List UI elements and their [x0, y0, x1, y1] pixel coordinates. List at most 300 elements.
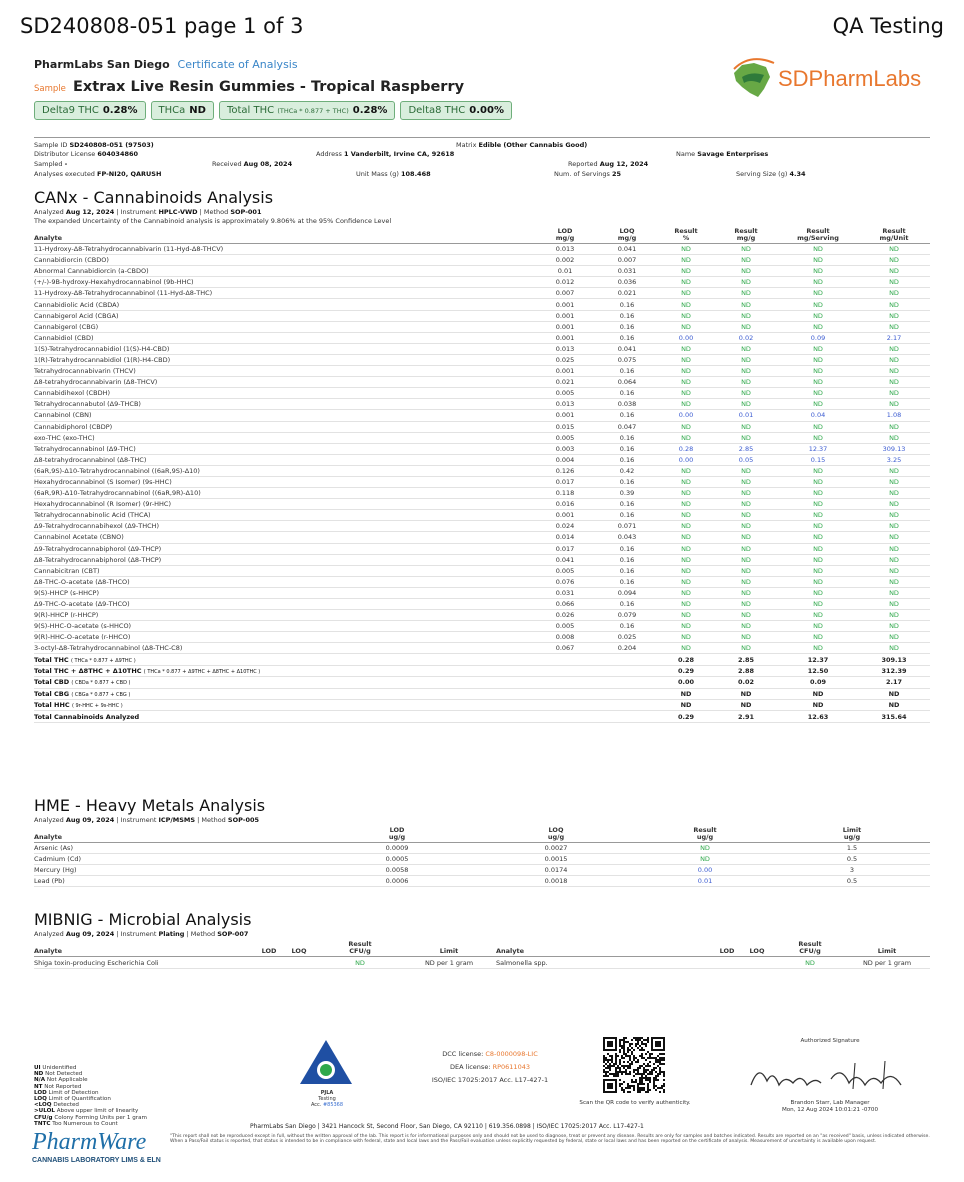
total-formula: ( CBDa * 0.877 + CBD ) — [71, 680, 131, 687]
cell-value: ND — [714, 610, 778, 621]
cell-value: ND — [778, 244, 858, 255]
cell-value: ND — [658, 266, 714, 277]
cell-value: 0.005 — [534, 388, 596, 399]
cell-value: ND — [714, 576, 778, 587]
cell-value: 0.001 — [534, 310, 596, 321]
cell-value: ND — [858, 288, 930, 299]
table-row — [34, 554, 930, 565]
potency-badge — [400, 101, 512, 120]
cell-value: 0.16 — [596, 443, 658, 454]
cell-value: 0.204 — [596, 643, 658, 654]
analyte-name: Δ8-tetrahydrocannabivarin (Δ8-THCV) — [34, 377, 534, 388]
cell-value: ND — [658, 576, 714, 587]
table-row — [34, 587, 930, 598]
meta-serving-size: Serving Size (g) 4.34 — [736, 170, 806, 178]
table-row — [34, 255, 930, 266]
analyte-name: Cannabicitran (CBT) — [34, 565, 534, 576]
cell-value: ND — [714, 565, 778, 576]
cell-value: ND — [778, 421, 858, 432]
cell-value: ND — [858, 321, 930, 332]
meta-sampled: Sampled - — [34, 160, 68, 168]
cell-value: 0.036 — [596, 277, 658, 288]
potency-badge — [34, 101, 146, 120]
cell-value: 0.017 — [534, 543, 596, 554]
cell-value: 0.16 — [596, 454, 658, 465]
cell-value: ND — [714, 343, 778, 354]
cell-value: ND — [714, 366, 778, 377]
cell-value: 0.16 — [596, 321, 658, 332]
total-label — [34, 700, 534, 711]
dea-license: DEA license: RP0611043 — [450, 1063, 530, 1071]
analyte-name: Cadmium (Cd) — [34, 854, 318, 865]
cell-value: ND — [778, 554, 858, 565]
cell-value: 0.15 — [778, 454, 858, 465]
cell-value: 0.031 — [596, 266, 658, 277]
column-header: LOQ mg/g — [596, 227, 658, 244]
cell-value: ND — [778, 388, 858, 399]
meta-name: Name Savage Enterprises — [676, 150, 769, 158]
legend-desc: Colony Forming Units per 1 gram — [54, 1114, 147, 1121]
legend-desc: Limit of Detection — [48, 1089, 99, 1096]
meta-analyses: Analyses executed FP-NI20, QARUSH — [34, 170, 162, 178]
table-row — [34, 632, 930, 643]
cell-value: 0.0015 — [476, 854, 636, 865]
badge-formula: (THCa * 0.877 + THC) — [277, 107, 349, 115]
cell-value: ND — [778, 532, 858, 543]
micro-run-info: Analyzed Aug 09, 2024 | Instrument Plating | Method SOP-007 — [34, 930, 249, 938]
cell-value: ND — [778, 499, 858, 510]
meta-matrix: Matrix Edible (Other Cannabis Good) — [456, 141, 588, 149]
analyte-name: Salmonella spp. — [496, 957, 716, 969]
column-header: LOQ — [738, 940, 776, 957]
signer-block — [765, 1100, 895, 1113]
cell-value: ND — [858, 700, 930, 711]
cell-value: ND — [778, 377, 858, 388]
cell-value: 0.02 — [714, 677, 778, 688]
cell-value: 0.00 — [658, 410, 714, 421]
total-label — [34, 665, 534, 676]
pjla-name: PJLA — [320, 1090, 334, 1096]
table-row — [34, 599, 930, 610]
column-header: Result CFU/g — [776, 940, 844, 957]
cell-value: 0.42 — [596, 465, 658, 476]
cell-value — [716, 957, 738, 969]
badge-label: Delta9 THC — [42, 105, 99, 116]
total-label — [34, 654, 534, 665]
cell-value: ND — [658, 565, 714, 576]
cell-value: 0.09 — [778, 332, 858, 343]
column-header: LOQ — [280, 940, 318, 957]
cell-value: 0.01 — [636, 876, 774, 887]
analyte-name: Cannabidiolic Acid (CBDA) — [34, 299, 534, 310]
pharmware-brand: PharmWare — [32, 1129, 147, 1155]
cell-value: 0.16 — [596, 499, 658, 510]
table-row — [34, 277, 930, 288]
cell-value: ND — [858, 244, 930, 255]
cell-value: 0.001 — [534, 321, 596, 332]
analyte-name: Hexahydrocannabinol (R Isomer) (9r-HHC) — [34, 499, 534, 510]
cell-value: ND — [778, 310, 858, 321]
cell-value — [738, 957, 776, 969]
cell-value: ND — [714, 632, 778, 643]
cell-value: 0.064 — [596, 377, 658, 388]
analyte-name: Cannabidiphorol (CBDP) — [34, 421, 534, 432]
total-name: Total CBD — [34, 678, 70, 687]
cell-value: 309.13 — [858, 654, 930, 665]
cell-value: 0.0005 — [318, 854, 476, 865]
legend-abbr: TNTC — [34, 1120, 51, 1127]
cell-value: 0.021 — [596, 288, 658, 299]
cell-value: 0.0174 — [476, 865, 636, 876]
analyte-name: 11-Hydroxy-Δ8-Tetrahydrocannabivarin (11-Hyd-Δ8-THCV) — [34, 244, 534, 255]
cell-empty — [534, 688, 596, 699]
table-row — [34, 410, 930, 421]
table-row — [34, 432, 930, 443]
cell-value: ND — [858, 388, 930, 399]
column-header: Limit — [402, 940, 496, 957]
analyte-name: Δ9-Tetrahydrocannabihexol (Δ9-THCH) — [34, 521, 534, 532]
cell-value: ND — [714, 621, 778, 632]
table-row — [34, 610, 930, 621]
cell-value: ND — [858, 543, 930, 554]
cell-value: ND — [858, 465, 930, 476]
cell-value: ND — [778, 599, 858, 610]
cell-value: ND — [858, 576, 930, 587]
cell-value: 3 — [774, 865, 930, 876]
cell-value: ND — [858, 343, 930, 354]
legend-abbr: <LOQ — [34, 1102, 52, 1109]
table-row — [34, 643, 930, 654]
cell-value: ND — [778, 621, 858, 632]
cell-value: 0.00 — [658, 454, 714, 465]
cell-value: ND per 1 gram — [402, 957, 496, 969]
cell-value: 0.118 — [534, 488, 596, 499]
cell-empty — [596, 711, 658, 722]
cell-value: 0.003 — [534, 443, 596, 454]
meta-reported: Reported Aug 12, 2024 — [568, 160, 649, 168]
table-row — [34, 843, 930, 854]
cell-value: ND — [714, 388, 778, 399]
cell-value: 0.0018 — [476, 876, 636, 887]
cell-value: ND — [714, 299, 778, 310]
micro-title: MIBNIG - Microbial Analysis — [34, 910, 252, 929]
total-name: Total Cannabinoids Analyzed — [34, 712, 140, 721]
cell-empty — [596, 677, 658, 688]
cell-value: ND — [778, 643, 858, 654]
table-row — [34, 299, 930, 310]
analyte-name: 11-Hydroxy-Δ8-Tetrahydrocannabinol (11-Hyd-Δ8-THC) — [34, 288, 534, 299]
cell-value: 0.5 — [774, 876, 930, 887]
cell-value: 0.16 — [596, 388, 658, 399]
table-header-row — [34, 826, 930, 843]
total-name: Total CBG — [34, 689, 70, 698]
cell-value: 0.001 — [534, 510, 596, 521]
table-header-row — [34, 227, 930, 244]
column-header: Result mg/Serving — [778, 227, 858, 244]
cell-value: ND — [714, 521, 778, 532]
cell-value: ND — [858, 510, 930, 521]
analyte-name: Cannabidihexol (CBDH) — [34, 388, 534, 399]
legend-abbr: >ULOL — [34, 1108, 55, 1115]
cell-value: ND — [658, 366, 714, 377]
cell-value: 0.025 — [596, 632, 658, 643]
cell-value: 2.85 — [714, 443, 778, 454]
cell-value: ND — [778, 399, 858, 410]
cell-value: 0.041 — [596, 343, 658, 354]
micro-table — [34, 940, 930, 969]
cell-value: ND — [776, 957, 844, 969]
cell-value: ND — [658, 377, 714, 388]
cell-value: ND — [658, 621, 714, 632]
analyte-name: Δ9-Tetrahydrocannabiphorol (Δ9-THCP) — [34, 543, 534, 554]
cell-value — [280, 957, 318, 969]
cell-value: 0.0058 — [318, 865, 476, 876]
cell-value: ND — [778, 366, 858, 377]
cell-value: 0.079 — [596, 610, 658, 621]
cell-value: 0.0006 — [318, 876, 476, 887]
cell-value: 0.0027 — [476, 843, 636, 854]
pharmware-tagline: CANNABIS LABORATORY LIMS & ELN — [32, 1157, 161, 1164]
column-header: Analyte — [34, 940, 258, 957]
lab-address: PharmLabs San Diego | 3421 Hancock St, Second Floor, San Diego, CA 92110 | 619.356.0898 | ISO/IEC 17025:2017 Acc. L17-427-1 — [250, 1123, 644, 1130]
cannabinoids-uncertainty: The expanded Uncertainty of the Cannabinoid analysis is approximately 9.806% at the 95% Confidence Level — [34, 217, 392, 225]
cell-value: ND — [714, 321, 778, 332]
cell-value: ND — [858, 421, 930, 432]
cell-value: ND per 1 gram — [844, 957, 930, 969]
cell-value: ND — [658, 521, 714, 532]
cell-value: ND — [778, 354, 858, 365]
sample-line — [34, 79, 464, 95]
table-row — [34, 621, 930, 632]
legend-abbr: CFU/g — [34, 1114, 53, 1121]
signed-at: Mon, 12 Aug 2024 10:01:21 -0700 — [781, 1106, 879, 1113]
cell-value: ND — [858, 277, 930, 288]
cell-value: ND — [658, 299, 714, 310]
lab-line — [34, 58, 298, 71]
total-formula: ( CBGa * 0.877 + CBG ) — [71, 691, 131, 698]
legend-desc: Unidentified — [42, 1065, 77, 1071]
iso-accreditation: ISO/IEC 17025:2017 Acc. L17-427-1 — [431, 1076, 549, 1084]
legend-abbr: LOQ — [34, 1096, 47, 1103]
meta-received: Received Aug 08, 2024 — [212, 160, 293, 168]
analyte-name: 3-octyl-Δ8-Tetrahydrocannabinol (Δ8-THC-C8) — [34, 643, 534, 654]
cell-value: 0.16 — [596, 576, 658, 587]
cell-value: ND — [778, 632, 858, 643]
analyte-name: (6aR,9R)-Δ10-Tetrahydrocannabinol ((6aR,9R)-Δ10) — [34, 488, 534, 499]
cell-value: 1.08 — [858, 410, 930, 421]
cell-value: ND — [714, 432, 778, 443]
page-title: SD240808-051 page 1 of 3 — [20, 14, 304, 38]
cell-value: 0.007 — [596, 255, 658, 266]
cell-value: 315.64 — [858, 711, 930, 722]
cell-value: ND — [778, 587, 858, 598]
qr-caption: Scan the QR code to verify authenticity. — [579, 1100, 691, 1106]
badge-value: ND — [189, 105, 206, 116]
cell-value: ND — [778, 465, 858, 476]
cell-value: ND — [658, 244, 714, 255]
cell-value: ND — [658, 310, 714, 321]
cell-value: ND — [778, 576, 858, 587]
table-header-row — [34, 940, 930, 957]
cell-value: 0.16 — [596, 621, 658, 632]
cell-value: ND — [778, 343, 858, 354]
cell-value: 0.02 — [714, 332, 778, 343]
cell-value: ND — [858, 554, 930, 565]
cell-value: ND — [778, 476, 858, 487]
analyte-name: Cannabinol (CBN) — [34, 410, 534, 421]
cell-value: ND — [658, 354, 714, 365]
cannabinoids-table — [34, 227, 930, 723]
cell-value: 2.17 — [858, 677, 930, 688]
legend-desc: Detected — [53, 1102, 79, 1109]
cell-value: ND — [778, 510, 858, 521]
cell-value: 0.008 — [534, 632, 596, 643]
cell-value: 0.16 — [596, 543, 658, 554]
cell-value: 2.88 — [714, 665, 778, 676]
cell-value: 0.29 — [658, 711, 714, 722]
cell-value: ND — [714, 266, 778, 277]
cell-value: ND — [658, 510, 714, 521]
cell-value: ND — [658, 643, 714, 654]
qr-code-icon[interactable] — [603, 1037, 665, 1093]
table-row — [34, 288, 930, 299]
cell-value: ND — [714, 465, 778, 476]
metals-title: HME - Heavy Metals Analysis — [34, 796, 266, 815]
cell-value: 0.0009 — [318, 843, 476, 854]
cell-value: 0.5 — [774, 854, 930, 865]
table-row — [34, 443, 930, 454]
cell-value: 0.021 — [534, 377, 596, 388]
badge-label: THCa — [158, 105, 186, 116]
analyte-name: Tetrahydrocannabinolic Acid (THCA) — [34, 510, 534, 521]
cell-value: 0.075 — [596, 354, 658, 365]
cell-value: ND — [658, 700, 714, 711]
cell-value: ND — [714, 277, 778, 288]
cell-value: 0.031 — [534, 587, 596, 598]
total-formula: ( 9r-HHC + 9s-HHC ) — [71, 703, 123, 710]
badge-label: Total THC — [226, 105, 275, 116]
cell-value: ND — [858, 643, 930, 654]
cell-value: ND — [778, 321, 858, 332]
analyte-name: 1(R)-Tetrahydrocannabidiol (1(R)-H4-CBD) — [34, 354, 534, 365]
table-row — [34, 854, 930, 865]
cell-value: ND — [858, 565, 930, 576]
column-header: LOD mg/g — [534, 227, 596, 244]
cell-value: ND — [658, 288, 714, 299]
total-label — [34, 688, 534, 699]
cell-value: ND — [658, 599, 714, 610]
cell-value: 0.004 — [534, 454, 596, 465]
cell-empty — [596, 654, 658, 665]
cell-value: ND — [858, 599, 930, 610]
sample-tag: Sample — [34, 84, 66, 94]
cell-value: ND — [318, 957, 402, 969]
cell-value: 0.038 — [596, 399, 658, 410]
cell-value: ND — [778, 700, 858, 711]
legend-desc: Not Applicable — [46, 1077, 88, 1084]
cell-value: 0.16 — [596, 510, 658, 521]
cell-value: ND — [714, 688, 778, 699]
cell-value: ND — [778, 543, 858, 554]
cell-value: ND — [858, 266, 930, 277]
cell-value: 0.047 — [596, 421, 658, 432]
cell-value: ND — [658, 255, 714, 266]
cell-value: 0.005 — [534, 621, 596, 632]
cell-value: ND — [858, 377, 930, 388]
cell-value: ND — [714, 554, 778, 565]
cell-value: ND — [658, 499, 714, 510]
cell-value: ND — [778, 288, 858, 299]
cell-value: 0.043 — [596, 532, 658, 543]
cell-value: 0.16 — [596, 554, 658, 565]
total-name: Total HHC — [34, 701, 70, 710]
cell-empty — [596, 688, 658, 699]
cell-empty — [534, 665, 596, 676]
cell-value: ND — [858, 255, 930, 266]
cell-value: ND — [658, 399, 714, 410]
cell-value: ND — [858, 488, 930, 499]
cell-empty — [534, 700, 596, 711]
cell-value: ND — [778, 610, 858, 621]
column-header: LOD — [716, 940, 738, 957]
cell-value: 0.094 — [596, 587, 658, 598]
cell-value: 0.16 — [596, 366, 658, 377]
cell-value: 0.16 — [596, 310, 658, 321]
cell-value: ND — [658, 321, 714, 332]
analyte-name: Cannabidiorcin (CBDO) — [34, 255, 534, 266]
cell-value: ND — [658, 343, 714, 354]
cell-value: ND — [714, 255, 778, 266]
legend-desc: Limit of Quantification — [48, 1096, 111, 1103]
analyte-name: Abnormal Cannabidiorcin (a-CBDO) — [34, 266, 534, 277]
cell-value: ND — [714, 543, 778, 554]
cell-value: ND — [858, 354, 930, 365]
license-block — [410, 1048, 570, 1087]
analyte-name: Tetrahydrocannabivarin (THCV) — [34, 366, 534, 377]
table-row — [34, 354, 930, 365]
table-row — [34, 465, 930, 476]
cell-value: 0.01 — [534, 266, 596, 277]
badge-value: 0.00% — [469, 105, 504, 116]
cell-value: ND — [658, 421, 714, 432]
cell-value: ND — [658, 532, 714, 543]
analyte-name: Cannabigerol Acid (CBGA) — [34, 310, 534, 321]
metals-table — [34, 826, 930, 887]
cell-value: 0.39 — [596, 488, 658, 499]
cell-value: ND — [658, 543, 714, 554]
cell-value: 0.01 — [714, 410, 778, 421]
analyte-name: Δ9-THC-O-acetate (Δ9-THCO) — [34, 599, 534, 610]
analyte-name: Tetrahydrocannabinol (Δ9-THC) — [34, 443, 534, 454]
pjla-sub: Testing — [318, 1096, 336, 1102]
cell-value: ND — [658, 476, 714, 487]
cell-value: 0.05 — [714, 454, 778, 465]
cell-value: ND — [658, 632, 714, 643]
cell-value: ND — [714, 599, 778, 610]
table-row — [34, 565, 930, 576]
cell-value: ND — [778, 565, 858, 576]
cell-value: ND — [858, 399, 930, 410]
cell-value: 12.37 — [778, 654, 858, 665]
legend-abbr: ND — [34, 1071, 44, 1078]
cell-value: ND — [858, 299, 930, 310]
cell-value: 0.002 — [534, 255, 596, 266]
abbreviation-legend — [34, 1065, 147, 1127]
cell-value: ND — [714, 510, 778, 521]
cannabinoids-title: CANx - Cannabinoids Analysis — [34, 188, 274, 207]
cell-value: ND — [858, 366, 930, 377]
total-row — [34, 688, 930, 699]
